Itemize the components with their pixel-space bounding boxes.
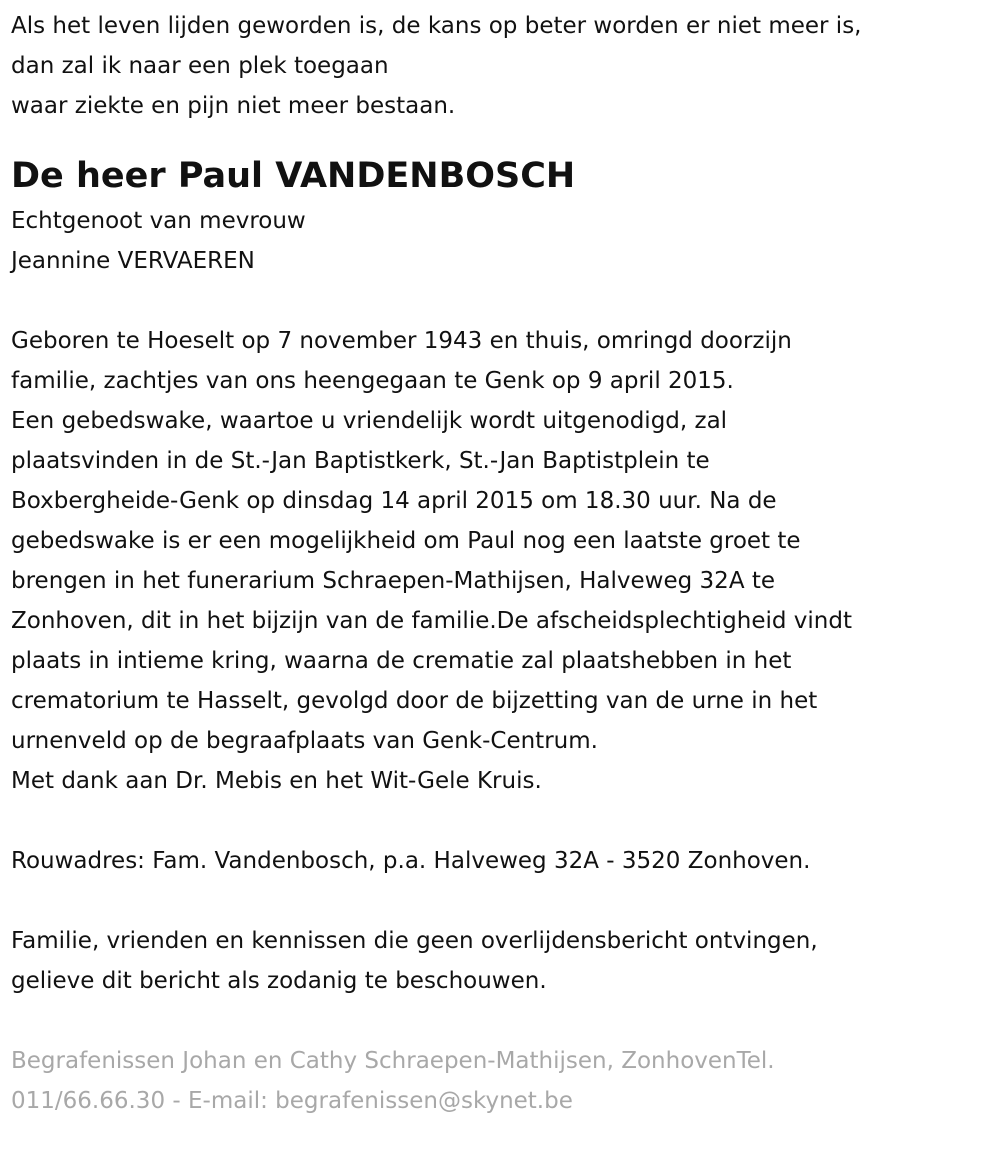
body-line: urnenveld op de begraafplaats van Genk-Centrum. — [11, 728, 598, 754]
body-line: Een gebedswake, waartoe u vriendelijk wordt uitgenodigd, zal — [11, 408, 728, 434]
body-line: Boxbergheide-Genk op dinsdag 14 april 2015 om 18.30 uur. Na de — [11, 488, 777, 514]
relation — [11, 201, 990, 281]
body-line: plaatsvinden in de St.-Jan Baptistkerk, St.-Jan Baptistplein te — [11, 448, 710, 474]
poem-line: waar ziekte en pijn niet meer bestaan. — [11, 93, 456, 119]
notice — [11, 921, 990, 1001]
body-line: crematorium te Hasselt, gevolgd door de bijzetting van de urne in het — [11, 688, 818, 714]
body-line: familie, zachtjes van ons heengegaan te Genk op 9 april 2015. — [11, 368, 734, 394]
body-line: Met dank aan Dr. Mebis en het Wit-Gele Kruis. — [11, 768, 542, 794]
mourning-address: Rouwadres: Fam. Vandenbosch, p.a. Halveweg 32A - 3520 Zonhoven. — [11, 848, 811, 874]
footer-line: Begrafenissen Johan en Cathy Schraepen-Mathijsen, ZonhovenTel. — [11, 1048, 775, 1074]
deceased-name: De heer Paul VANDENBOSCH — [11, 156, 576, 196]
notice-line: Familie, vrienden en kennissen die geen overlijdensbericht ontvingen, — [11, 928, 818, 954]
funeral-home-footer — [11, 1041, 990, 1121]
relation-line: Echtgenoot van mevrouw — [11, 208, 306, 234]
poem-line: dan zal ik naar een plek toegaan — [11, 53, 389, 79]
poem — [11, 0, 990, 126]
body-line: Geboren te Hoeselt op 7 november 1943 en thuis, omringd doorzijn — [11, 328, 792, 354]
footer-line: 011/66.66.30 - E-mail: begrafenissen@skynet.be — [11, 1088, 573, 1114]
body-line: Zonhoven, dit in het bijzijn van de familie.De afscheidsplechtigheid vindt — [11, 608, 852, 634]
poem-line: Als het leven lijden geworden is, de kans op beter worden er niet meer is, — [11, 13, 862, 39]
body-line: plaats in intieme kring, waarna de crematie zal plaatshebben in het — [11, 648, 792, 674]
relation-line: Jeannine VERVAEREN — [11, 248, 255, 274]
notice-line: gelieve dit bericht als zodanig te beschouwen. — [11, 968, 547, 994]
body-line: gebedswake is er een mogelijkheid om Paul nog een laatste groet te — [11, 528, 801, 554]
body-line: brengen in het funerarium Schraepen-Mathijsen, Halveweg 32A te — [11, 568, 776, 594]
body-text — [11, 321, 990, 801]
